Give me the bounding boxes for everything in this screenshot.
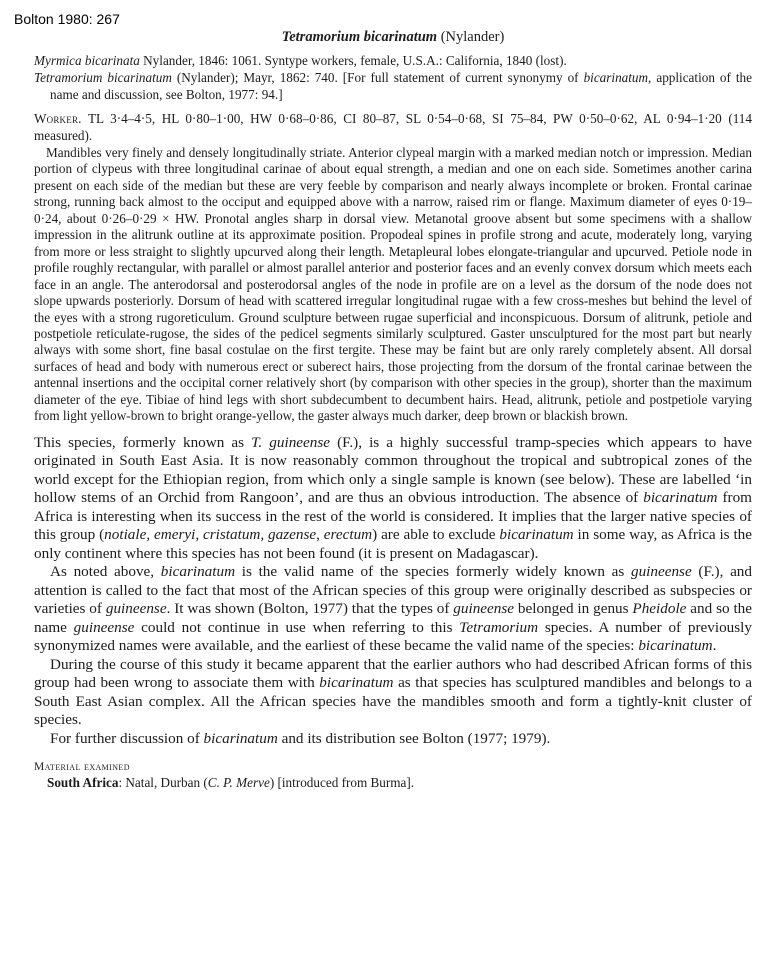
text-run: species. A number of previously synonymized names were available, and the earliest of these became the valid name of the species:: [34, 618, 752, 655]
italic-run: guineense: [630, 563, 692, 581]
text-run: is the valid name of the species formerly widely known as: [235, 563, 631, 581]
synonym-italic: bicarinatum: [583, 70, 649, 86]
discussion-paragraph: [34, 656, 752, 730]
species-author: (Nylander): [440, 29, 505, 45]
text-run: . It was shown (Bolton, 1977) that the types of: [166, 600, 454, 618]
material-record: [34, 774, 752, 791]
italic-run: guineense: [73, 618, 135, 636]
material-text: : Natal, Durban (: [118, 775, 208, 791]
italic-run: notiale, emeryi, cristatum, gazense, erectum: [104, 526, 373, 544]
material-examined: [34, 760, 752, 791]
text-run: from Africa is interesting when its success in the rest of the world is considered. It implies that the larger native species of this group (: [34, 489, 752, 544]
source-tag: Bolton 1980: 267: [14, 11, 120, 27]
italic-run: bicarinatum: [643, 489, 718, 507]
species-name: Tetramorium bicarinatum: [281, 29, 438, 45]
synonym-text: , application of the name and discussion, see Bolton, 1977: 94.]: [50, 70, 753, 102]
text-run: (F.), and attention is called to the fact that most of the African species of this group were originally described as subspecies or varieties of: [34, 563, 752, 618]
italic-run: bicarinatum: [638, 637, 713, 655]
text-run: (F.), is a highly successful tramp-species which appears to have originated in South East Asia. It is now reasonably common throughout the tropical and subtropical zones of the world except for the Ethiopian region, from which only a single sample is known (see below). These are labelled ‘in hollow stems of an Orchid from Rangoon’, and are thus an obvious introduction. The absence of: [34, 433, 752, 507]
synonym-text: Nylander, 1846: 1061. Syntype workers, female, U.S.A.: California, 1840 (lost).: [143, 53, 567, 68]
text-run: For further discussion of: [50, 729, 204, 747]
text-run: and its distribution see Bolton (1977; 1979).: [277, 729, 551, 747]
text-run: ) are able to exclude: [372, 526, 500, 544]
material-text: ) [introduced from Burma].: [269, 775, 415, 791]
synonymy-entry: [34, 53, 752, 69]
italic-run: bicarinatum: [499, 526, 574, 544]
material-region: South Africa: [47, 775, 119, 791]
material-collector: C. P. Merve: [207, 775, 270, 791]
text-run: as that species has sculptured mandibles and belongs to a South East Asian complex. All the African species have the mandibles smooth and form a tightly-knit cluster of species.: [34, 674, 752, 729]
italic-run: T. guineense: [251, 433, 331, 451]
italic-run: Tetramorium: [459, 618, 539, 636]
text-run: and so the name: [34, 600, 752, 636]
material-heading: Material examined: [34, 761, 130, 774]
worker-description: Mandibles very finely and densely longitudinally striate. Anterior clypeal margin with a marked median notch or impression. Median portion of clypeus with three longitudinal carinae of about equal strength, a median and one on each side. Sometimes another carina present on each side of the median but these are very feeble by comparison and nearly always incomplete or broken. Frontal carinae strong, running back almost to the occiput and equipped above with a narrow, raised rim or flange. Maximum diameter of eyes 0·19–0·24, about 0·26–0·29 × HW. Pronotal angles sharp in dorsal view. Metanotal groove absent but some specimens with a shallow impression in the alitrunk outline at its approximate position. Propodeal spines in profile strong and acute, moderately long, varying from more or less straight to slightly upcurved along their length. Metapleural lobes elongate-triangular and upcurved. Petiole node in profile roughly rectangular, with parallel or almost parallel anterior and posterior faces and an evenly convex dorsum which meets each face in an angle. The anterodorsal and posterodorsal angles of the node in profile are on a level as the dorsum of the node does not slope upwards posteriorly. Dorsum of head with scattered irregular longitudinal rugae with a few cross-meshes but behind the level of the eyes with a strong rugoreticulum. Ground sculpture between rugae superficial and inconspicuous. Dorsum of alitrunk, petiole and postpetiole reticulate-rugose, the sides of the pedicel segments similarly sculptured. Gaster unsculptured for the most part but nearly always with some short, fine basal costulae on the first tergite. These may be faint but are only rarely completely absent. All dorsal surfaces of head and body with numerous erect or suberect hairs, those projecting from the dorsum of the frontal carinae between the antennal insertions and the occipital corner relatively short (by comparison with other species in the group), shorter than the maximum diameter of the eye. Tibiae of hind legs with short subdecumbent to decumbent hairs. Head, alitrunk, petiole and postpetiole varying from light yellow-brown to bright orange-yellow, the gaster always much darker, deep brown or blackish brown.: [34, 145, 752, 424]
discussion-paragraph: [34, 730, 752, 749]
worker-measurements: [34, 111, 752, 144]
discussion-paragraph: [34, 434, 752, 564]
text-run: in some way, as Africa is the only continent where this species has not been found (it is present on Madagascar).: [34, 526, 752, 562]
synonym-name: Myrmica bicarinata: [34, 53, 140, 68]
italic-run: bicarinatum: [203, 729, 278, 747]
italic-run: bicarinatum: [319, 674, 394, 692]
text-run: belonged in genus: [514, 600, 633, 618]
text-run: During the course of this study it became apparent that the earlier authors who had described African forms of this group had been wrong to associate them with: [34, 655, 752, 692]
text-run: .: [712, 637, 717, 655]
measurements-text: TL 3·4–4·5, HL 0·80–1·00, HW 0·68–0·86, CI 80–87, SL 0·54–0·68, SI 75–84, PW 0·50–0·62, AL 0·94–1·20 (114 measured).: [34, 111, 752, 143]
synonym-name: Tetramorium bicarinatum: [34, 70, 172, 86]
worker-label: Worker.: [34, 111, 82, 127]
species-title: [34, 28, 752, 46]
italic-run: bicarinatum: [160, 563, 236, 581]
text-run: could not continue in use when referring to this: [134, 618, 460, 636]
italic-run: guineense: [453, 600, 515, 618]
discussion-paragraph: [34, 563, 752, 656]
text-run: This species, formerly known as: [34, 433, 252, 451]
italic-run: guineense: [105, 600, 167, 618]
synonymy-entry: [34, 70, 752, 103]
document-page: [34, 28, 752, 791]
text-run: As noted above,: [50, 563, 161, 581]
italic-run: Pheidole: [632, 600, 687, 618]
synonym-text: (Nylander); Mayr, 1862: 740. [For full statement of current synonymy of: [176, 70, 579, 86]
